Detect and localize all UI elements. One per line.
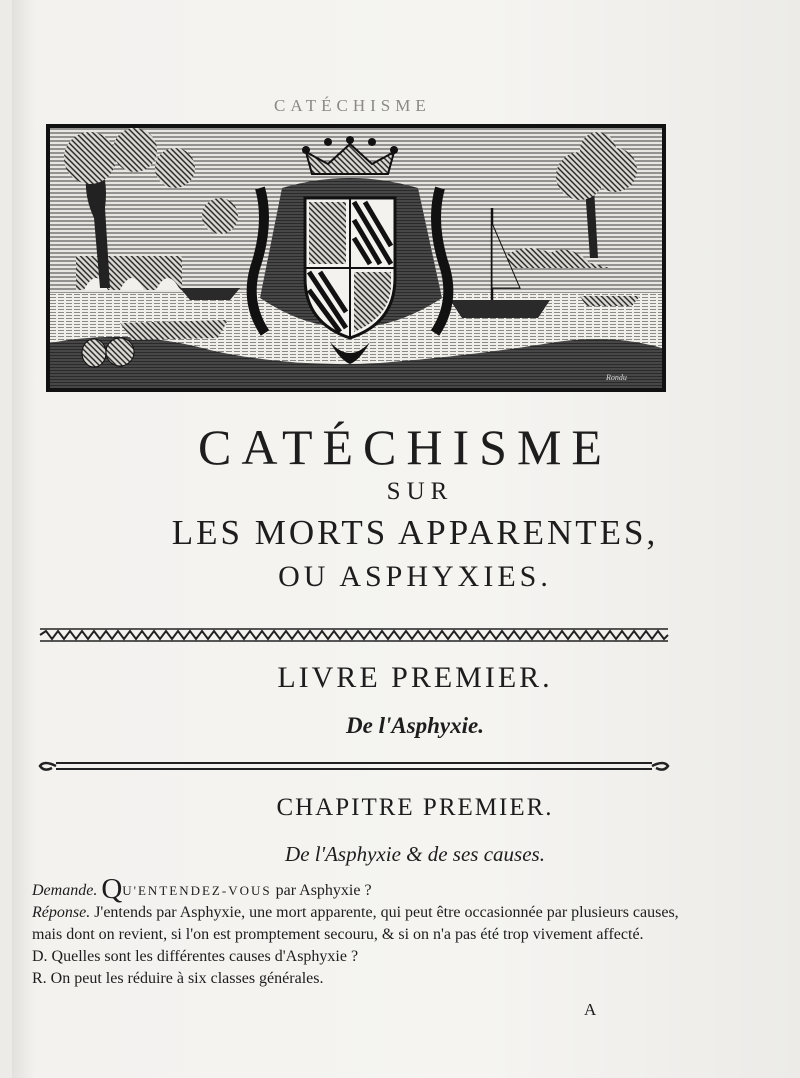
- question-rest: par Asphyxie ?: [271, 882, 372, 899]
- reponse-label: Réponse.: [32, 904, 91, 921]
- book-title: CATÉCHISME: [198, 419, 612, 475]
- livre-heading: LIVRE PREMIER.: [277, 661, 553, 694]
- bleed-through-text: [242, 60, 798, 76]
- answer-1: [32, 902, 682, 946]
- title-line-3: OU ASPHYXIES.: [278, 560, 552, 593]
- running-head: CATÉCHISME: [274, 96, 431, 115]
- catechism-text: [32, 873, 682, 990]
- answer-2: R. On peut les réduire à six classes générales.: [32, 970, 324, 987]
- engraver-signature: Rondu: [606, 373, 627, 382]
- answer-1-text: J'entends par Asphyxie, une mort apparente, qui peut être occasionnée par plusieurs causes, mais dont on revient, si l'on est promptement secouru, & si on n'a pas été trop vivement affecté.: [32, 904, 679, 943]
- chapter-subtitle: De l'Asphyxie & de ses causes.: [285, 842, 545, 866]
- scroll-rule: [34, 758, 674, 774]
- engraved-vignette: [46, 124, 666, 392]
- question-2: D. Quelles sont les différentes causes d'Asphyxie ?: [32, 948, 359, 965]
- question-caps: U'ENTENDEZ-VOUS: [122, 883, 272, 898]
- coat-of-arms-engraving: [50, 128, 662, 388]
- title-line-2: LES MORTS APPARENTES,: [171, 513, 659, 552]
- chapter-heading: CHAPITRE PREMIER.: [276, 794, 554, 821]
- livre-subtitle: De l'Asphyxie.: [346, 713, 484, 738]
- signature-mark: A: [584, 1000, 597, 1019]
- question-1: [32, 873, 682, 905]
- title-connector: SUR: [386, 478, 454, 505]
- book-page: [12, 0, 798, 1078]
- demande-label: Demande.: [32, 882, 98, 899]
- drop-initial: Q: [101, 873, 123, 905]
- ornamental-rule: [34, 626, 674, 644]
